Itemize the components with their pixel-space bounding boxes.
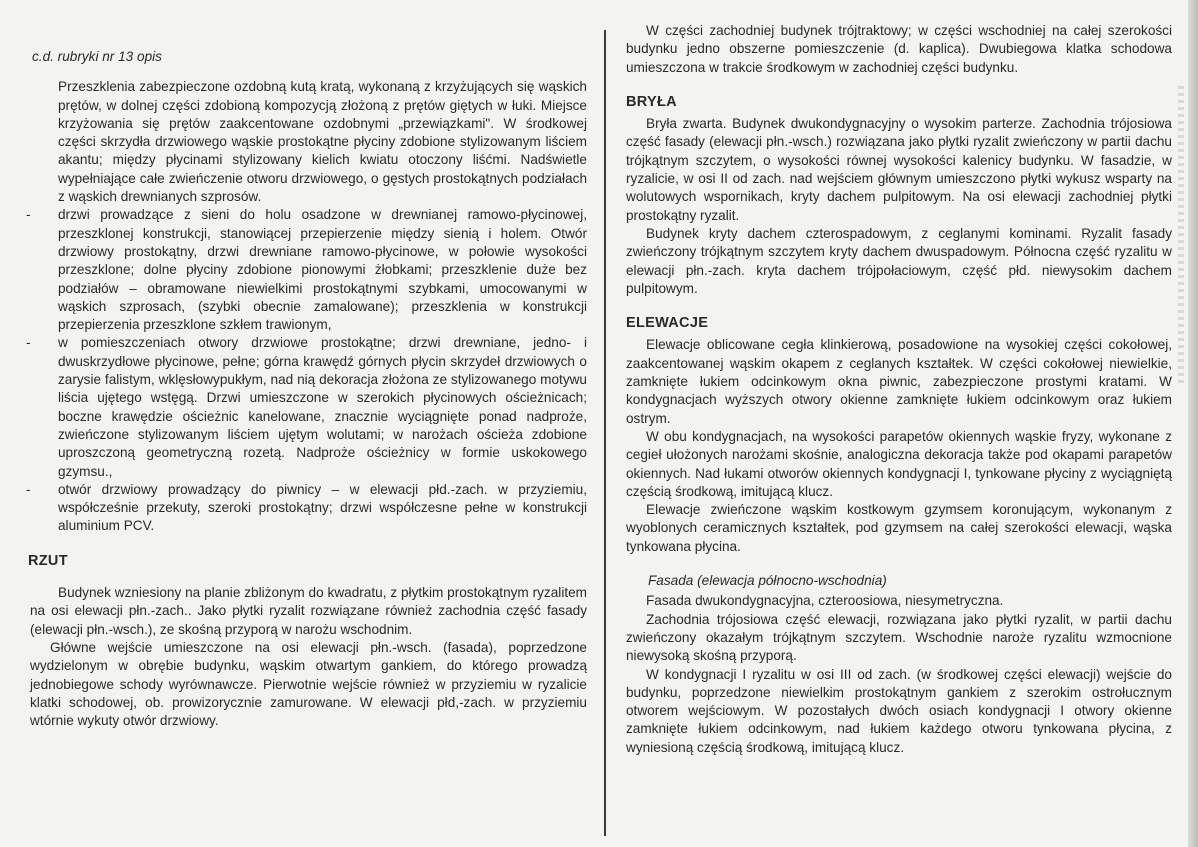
left-column bbox=[24, 0, 587, 730]
section-heading-rzut: RZUT bbox=[28, 552, 68, 569]
elewacje-paragraph: Elewacje zwieńczone wąskim kostkowym gzymsem koronującym, wykonanym z wyoblonych ceramicznych kształtek, pod gzymsem na całej szerokości elewacji, wąska tynkowana płycina. bbox=[626, 502, 1172, 554]
bryla-paragraph: Bryła zwarta. Budynek dwukondygnacyjny o wysokim parterze. Zachodnia trójosiowa część fasady (elewacji płn.-wsch.) rozwiązana jako płytki ryzalit zwieńczony w partii dachu trójkątnym szczytem, o wysokości równej wysokości kalenicy budynku. W fasadzie, w ryzalicie, w osi II od zach. nad wejściem głównym umieszczono płytki wykusz wsparty na wolutowych wspornikach, kryty dachem pulpitowym. Na osi elewacji zachodniej płytki prostokątny ryzalit. bbox=[626, 116, 1172, 223]
rzut-paragraph: Główne wejście umieszczone na osi elewacji płn.-wsch. (fasada), poprzedzone wydzielonym w obrębie budynku, wąskim otwartym gankiem, do którego prowadzą jednobiegowe schody wyrównawcze. Pierwotnie wejście również w przyziemiu w ryzalicie klatki schodowej, ob. prowizorycznie zamurowane. W elewacji płd,-zach. w przyziemiu wtórnie wykuty otwór drzwiowy. bbox=[30, 639, 587, 729]
right-column bbox=[622, 22, 1172, 757]
bullet-dash: - bbox=[26, 207, 31, 223]
scan-edge-mark bbox=[1178, 86, 1184, 386]
intro-paragraph: Przeszklenia zabezpieczone ozdobną kutą kratą, wykonaną z krzyżujących się wąskich prętów, w dolnej części zdobioną kompozycją złożoną z prętów giętych w łuki. Miejsce krzyżowania się prętów zaakcentowane ozdobnymi „przewiązkami". W środkowej części skrzydła drzwiowego wąskie prostokątne płyciny zdobione stylizowanym liściem akantu; między płycinami stylizowany kielich kwiatu otoczony liśćmi. Nadświetle wypełniające całe zwieńczenie otworu drzwiowego, o gęstych prostokątnych podziałach z wąskich drewnianych szprosów. bbox=[58, 79, 587, 205]
continuation-header: c.d. rubryki nr 13 opis bbox=[32, 49, 162, 64]
list-item-text: drzwi prowadzące z sieni do holu osadzone w drewnianej ramowo-płycinowej, przeszklonej konstrukcji, stanowiącej przepierzenie między sienią i holem. Otwór drzwiowy prostokątny, drzwi drewniane ramowo-płycinowe, w połowie wysokości przeszklone; dolne płyciny zdobione pionowymi żłobkami; przeszklenie duże bez podziałów – obramowane niewielkimi prostokątnymi szybkami, umocowanymi w wąskich szprosach, (szybki obecnie zamalowane); przeszklenia w konstrukcji przepierzenia przeszklone szkłem trawionym, bbox=[58, 207, 587, 333]
fasada-subheading: Fasada (elewacja północno-wschodnia) bbox=[648, 573, 887, 589]
bullet-dash: - bbox=[26, 481, 31, 497]
rzut-paragraph: Budynek wzniesiony na planie zbliżonym do kwadratu, z płytkim prostokątnym ryzalitem na osi elewacji płn.-zach.. Jako płytki ryzalit rozwiązane również zachodnia część fasady (elewacji płn.-wsch.), ze skośną przyporą w narożu wschodnim. bbox=[30, 585, 587, 637]
elewacje-paragraph: Elewacje oblicowane cegła klinkierową, posadowione na wysokiej części cokołowej, zaakcentowanej wąskim okapem z ceglanych kształtek. W części cokołowej niewielkie, zamknięte łukiem odcinkowym okna piwnic, zabezpieczone prostymi kratami. W kondygnacjach wyższych otwory okienne zamknięte łukiem odcinkowym oraz łukiem ostrym. bbox=[626, 337, 1172, 426]
intro-paragraph: W części zachodniej budynek trójtraktowy; w części wschodniej na całej szerokości budynku jedno obszerne pomieszczenie (d. kaplica). Dwubiegowa klatka schodowa umieszczona w trakcie środkowym w zachodniej części budynku. bbox=[626, 23, 1172, 75]
list-item bbox=[24, 206, 587, 334]
fasada-paragraph: Zachodnia trójosiowa część elewacji, rozwiązana jako płytki ryzalit, w partii dachu zwieńczony okazałym trójkątnym szczytem. Wschodnie naroże ryzalitu wzmocnione niewysoką skośną przyporą. bbox=[626, 611, 1172, 664]
list-item bbox=[24, 481, 587, 536]
bullet-dash: - bbox=[26, 335, 31, 351]
column-divider bbox=[604, 30, 606, 836]
scan-edge bbox=[1188, 0, 1198, 847]
bryla-paragraph: Budynek kryty dachem czterospadowym, z ceglanymi kominami. Ryzalit fasady zwieńczony trójkątnym szczytem kryty dachem dwuspadowym. Północna część ryzalitu w elewacji płn.-zach. kryta dachem trójpołaciowym, część płd. niewysokim dachem pulpitowym. bbox=[626, 225, 1172, 296]
fasada-paragraph: W kondygnacji I ryzalitu w osi III od zach. (w środkowej części elewacji) wejście do budynku, poprzedzone niewielkim prostokątnym gankiem z szerokim ostrołucznym otworem wejściowym. W pozostałych dwóch osiach kondygnacji I otwory okienne zamknięte łukiem odcinkowym, nad łukiem każdego otworu tynkowana płycina, z wyniesioną częścią środkową, imitującą klucz. bbox=[626, 666, 1172, 755]
section-heading-bryla: BRYŁA bbox=[626, 93, 677, 110]
list-item-text: otwór drzwiowy prowadzący do piwnicy – w elewacji płd.-zach. w przyziemiu, współcześnie przekuty, szeroki prostokątny; drzwi współczesne pełne w konstrukcji aluminium PCV. bbox=[58, 481, 587, 534]
list-item bbox=[24, 334, 587, 480]
section-heading-elewacje: ELEWACJE bbox=[626, 315, 709, 332]
list-item-text: w pomieszczeniach otwory drzwiowe prostokątne; drzwi drewniane, jedno- i dwuskrzydłowe płycinowe, pełne; górna krawędź górnych płycin skrzydeł drzwiowych o zarysie falistym, wklęsłowypukłym, nad nią dekoracja złożona ze stylizowanego motywu liścia ujętego wstęgą. Drzwi umieszczone w szerokich płycinowych ościeżnicach; boczne krawędzie ościeżnic kanelowane, znacznie wyciągnięte ponad nadproże, zwieńczone stylizowanym liściem ujętym wolutami; w narożach ościeża zdobione uproszczoną geometryczną rozetą. Nadproże ościeżnicy w formie uskokowego gzymsu., bbox=[58, 335, 587, 479]
fasada-paragraph: Fasada dwukondygnacyjna, czteroosiowa, niesymetryczna. bbox=[646, 593, 1004, 609]
elewacje-paragraph: W obu kondygnacjach, na wysokości parapetów okiennych wąskie fryzy, wykonane z cegieł ułożonych narożami skośnie, analogiczna dekoracja także pod okapami parapetów okiennych. Nad łukami otworów okiennych kondygnacji I, tynkowane płyciny z wyciągniętą częścią środkową, imitującą klucz. bbox=[626, 428, 1172, 499]
